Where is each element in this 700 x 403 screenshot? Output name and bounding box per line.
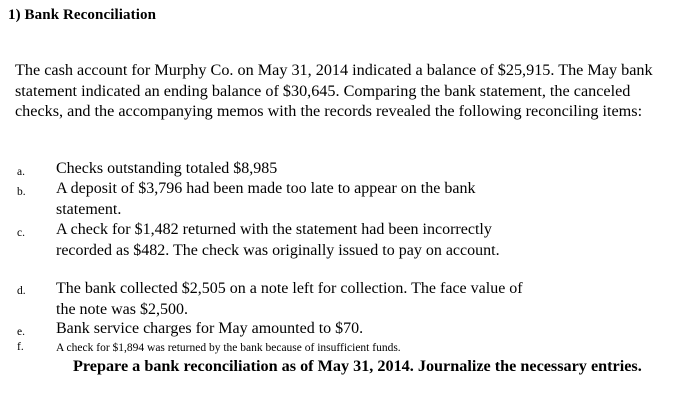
item-text-a: Checks outstanding totaled $8,985 [56, 160, 278, 177]
section-title: 1) Bank Reconciliation [8, 7, 157, 23]
item-letter-b: b. [17, 186, 26, 198]
item-text-e: Bank service charges for May amounted to $70. [56, 320, 364, 337]
instruction-text: Prepare a bank reconciliation as of May 31, 2014. Journalize the necessary entries. [73, 357, 642, 375]
item-letter-d: d. [17, 285, 26, 297]
item-text-b: A deposit of $3,796 had been made too late to appear on the bank statement. [56, 180, 476, 218]
item-text-d: The bank collected $2,505 on a note left for collection. The face value of the note was $2,500. [56, 280, 523, 318]
item-letter-c: c. [17, 227, 25, 239]
item-letter-e: e. [17, 326, 25, 338]
item-letter-a: a. [17, 166, 25, 178]
intro-paragraph: The cash account for Murphy Co. on May 31, 2014 indicated a balance of $25,915. The May bank statement indicated an ending balance of $30,645. Comparing the bank statement, the canceled checks, and the accompanying memos with the records revealed the following reconciling items: [15, 61, 653, 120]
item-text-f: A check for $1,894 was returned by the bank because of insufficient funds. [56, 342, 401, 354]
item-text-c: A check for $1,482 returned with the statement had been incorrectly recorded as $482. The check was originally issued to pay on account. [56, 221, 500, 259]
item-letter-f: f. [17, 341, 24, 353]
